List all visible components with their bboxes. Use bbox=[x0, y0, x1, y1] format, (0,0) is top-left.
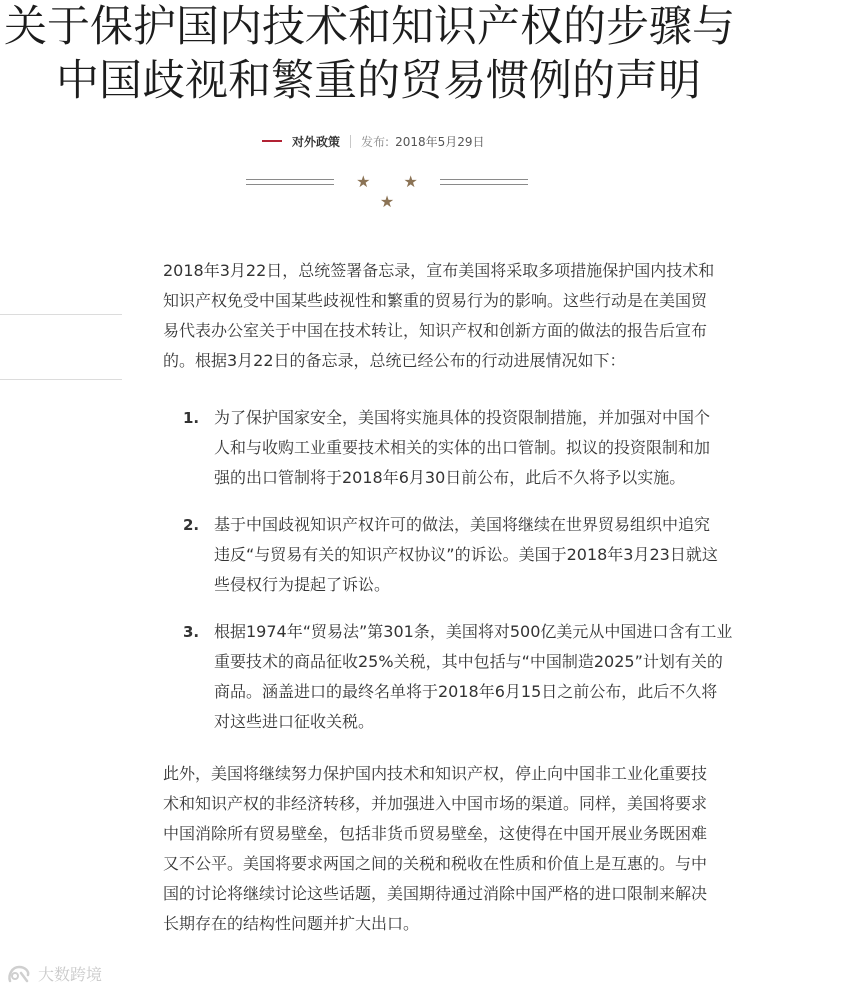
watermark bbox=[6, 962, 102, 985]
list-item-line: 些侵权行为提起了诉讼。 bbox=[214, 575, 391, 594]
list-item-line: 重要技术的商品征收25%关税，其中包括与“中国制造2025”计划有关的 bbox=[214, 652, 723, 671]
meta-divider bbox=[350, 135, 351, 148]
paragraph-line: 又不公平。美国将要求两国之间的关税和税收在性质和价值上是互惠的。与中 bbox=[163, 854, 708, 873]
list-item-line: 商品。涵盖进口的最终名单将于2018年6月15日之前公布，此后不久将 bbox=[214, 682, 718, 701]
left-divider bbox=[0, 314, 122, 315]
outro-paragraph bbox=[163, 759, 803, 939]
date-label: 发布: bbox=[361, 134, 390, 149]
list-item-line: 根据1974年“贸易法”第301条，美国将对500亿美元从中国进口含有工业 bbox=[214, 622, 733, 641]
intro-paragraph bbox=[163, 256, 803, 376]
paragraph-line: 易代表办公室关于中国在技术转让，知识产权和创新方面的做法的报告后宣布 bbox=[163, 321, 708, 340]
list-item-line: 违反“与贸易有关的知识产权协议”的诉讼。美国于2018年3月23日就这 bbox=[214, 545, 718, 564]
list-item-line: 强的出口管制将于2018年6月30日前公布，此后不久将予以实施。 bbox=[214, 468, 686, 487]
list-item-line: 基于中国歧视知识产权许可的做法，美国将继续在世界贸易组织中追究 bbox=[214, 515, 711, 534]
accent-line bbox=[262, 140, 282, 142]
paragraph-line: 国的讨论将继续讨论这些话题，美国期待通过消除中国严格的进口限制来解决 bbox=[163, 884, 708, 903]
article-meta bbox=[262, 131, 485, 151]
list-item-line: 人和与收购工业重要技术相关的实体的出口管制。拟议的投资限制和加 bbox=[214, 438, 711, 457]
list-number: 2. bbox=[183, 516, 200, 534]
category-link[interactable]: 对外政策 bbox=[292, 134, 341, 149]
list-item-line: 为了保护国家安全，美国将实施具体的投资限制措施，并加强对中国个 bbox=[214, 408, 711, 427]
paragraph-line: 的。根据3月22日的备忘录，总统已经公布的行动进展情况如下： bbox=[163, 351, 626, 370]
ornament-rule-right bbox=[440, 179, 528, 185]
paragraph-line: 2018年3月22日，总统签署备忘录，宣布美国将采取多项措施保护国内技术和 bbox=[163, 261, 715, 280]
publish-date: 2018年5月29日 bbox=[395, 134, 485, 149]
paragraph-line: 此外，美国将继续努力保护国内技术和知识产权，停止向中国非工业化重要技 bbox=[163, 764, 708, 783]
page-title bbox=[0, 0, 864, 108]
title-ornament bbox=[246, 172, 528, 211]
watermark-logo-icon bbox=[6, 963, 32, 985]
list-item-line: 对这些进口征收关税。 bbox=[214, 712, 375, 731]
paragraph-line: 长期存在的结构性问题并扩大出口。 bbox=[163, 914, 420, 933]
paragraph-line: 术和知识产权的非经济转移，并加强进入中国市场的渠道。同样，美国将要求 bbox=[163, 794, 708, 813]
star-icon: ★ ★ ★ bbox=[356, 172, 432, 211]
list-item bbox=[183, 617, 783, 737]
paragraph-line: 知识产权免受中国某些歧视性和繁重的贸易行为的影响。这些行动是在美国贸 bbox=[163, 291, 708, 310]
action-list bbox=[183, 403, 783, 754]
ornament-rule-left bbox=[246, 179, 334, 185]
left-divider bbox=[0, 379, 122, 380]
list-number: 1. bbox=[183, 409, 200, 427]
list-number: 3. bbox=[183, 623, 200, 641]
list-item bbox=[183, 510, 783, 600]
page-title-line-1: 关于保护国内技术和知识产权的步骤与 bbox=[4, 2, 735, 52]
watermark-text: 大数跨境 bbox=[38, 965, 103, 984]
paragraph-line: 中国消除所有贸易壁垒，包括非货币贸易壁垒，这使得在中国开展业务既困难 bbox=[163, 824, 708, 843]
list-item bbox=[183, 403, 783, 493]
page-title-line-2: 中国歧视和繁重的贸易惯例的声明 bbox=[56, 56, 701, 106]
